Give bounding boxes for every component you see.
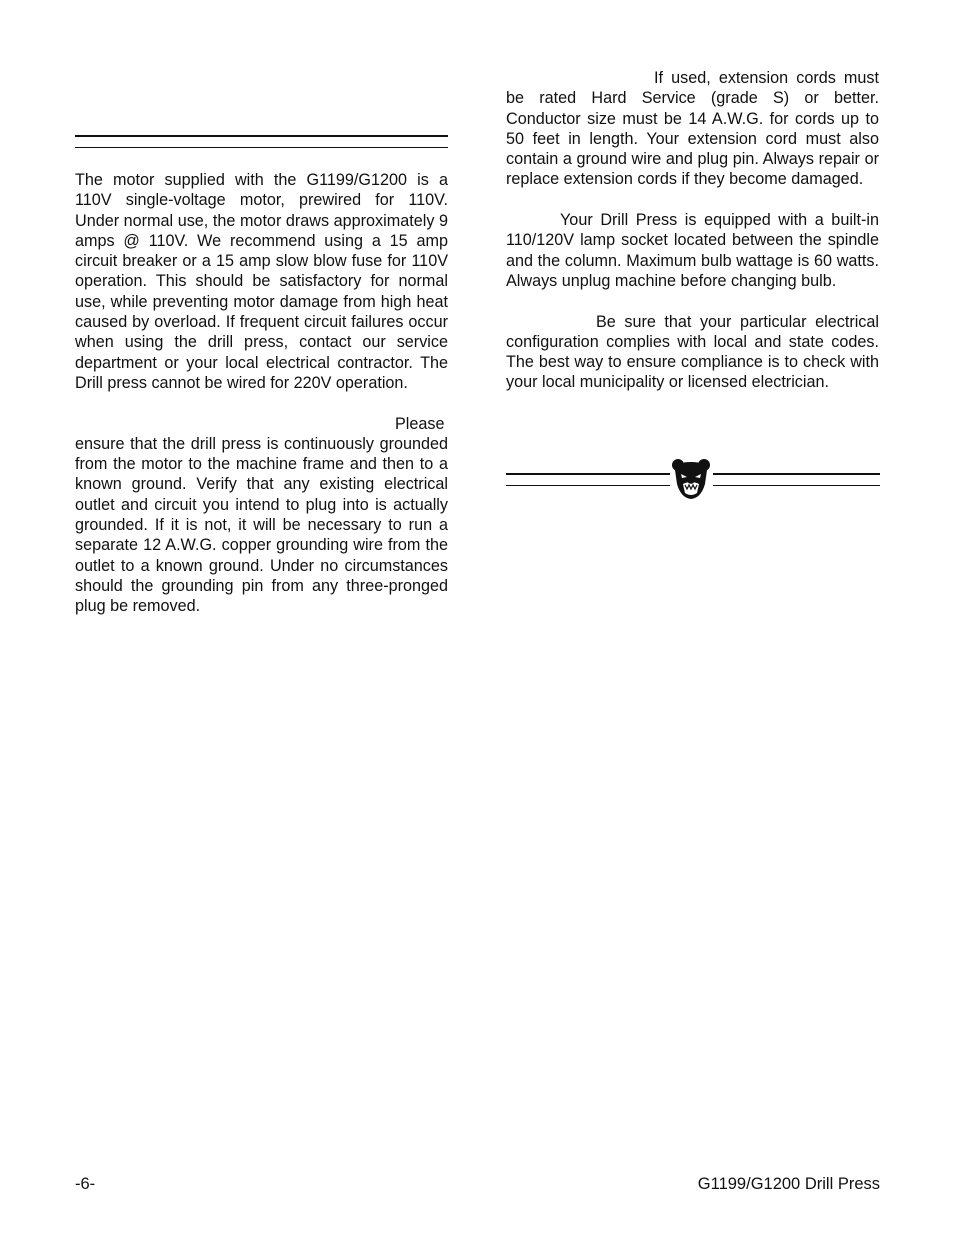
bear-head-icon (671, 458, 711, 500)
lamp-socket-paragraph: Your Drill Press is equipped with a built-in 110/120V lamp socket located between the spindle and the column. Maximum bulb wattage is 60 watts. Always unplug machine before changing bulb. (506, 211, 879, 290)
motor-paragraph: The motor supplied with the G1199/G1200 is a 110V single-voltage motor, prewired for 110V. Under normal use, the motor draws approximately 9 amps @ 110V. We recommend using a 15 amp circuit breaker or a 15 amp slow blow fuse for 110V operation. This should be satisfactory for normal use, while preventing motor damage from high heat caused by overload. If frequent circuit failures occur when using the drill press, contact our service department or your local electrical contractor. The Drill press cannot be wired for 220V operation. (75, 171, 448, 392)
right-column (506, 68, 879, 393)
electrical-codes-paragraph: Be sure that your particular electrical configuration complies with local and state codes. The best way to ensure compliance is to check with your local municipality or licensed electrician. (506, 312, 879, 392)
left-column (75, 170, 448, 617)
footer-document-title: G1199/G1200 Drill Press (697, 1175, 880, 1193)
section-header-rule (75, 135, 448, 148)
extension-cord-paragraph: If used, extension cords must be rated Hard Service (grade S) or better. Conductor size must be 14 A.W.G. for cords up to 50 feet in length. Your extension cord must also contain a ground wire and plug pin. Always repair or replace extension cords if they become damaged. (506, 69, 879, 189)
paragraph-gap (506, 291, 879, 311)
paragraph-gap (506, 190, 879, 210)
grounding-paragraph: Please ensure that the drill press is continuously grounded from the motor to the machine frame and then to a known ground. Verify that any existing electrical outlet and circuit you intend to plug into is actually grounded. If it is not, it will be necessary to run a separate 12 A.W.G. copper grounding wire from the outlet to a known ground. Under no circumstances should the grounding pin from any three-pronged plug be removed. (75, 414, 448, 616)
page-number: -6- (75, 1175, 96, 1193)
section-end-rule-left (506, 473, 670, 486)
paragraph-gap (75, 393, 448, 413)
section-end-rule-right (713, 473, 880, 486)
